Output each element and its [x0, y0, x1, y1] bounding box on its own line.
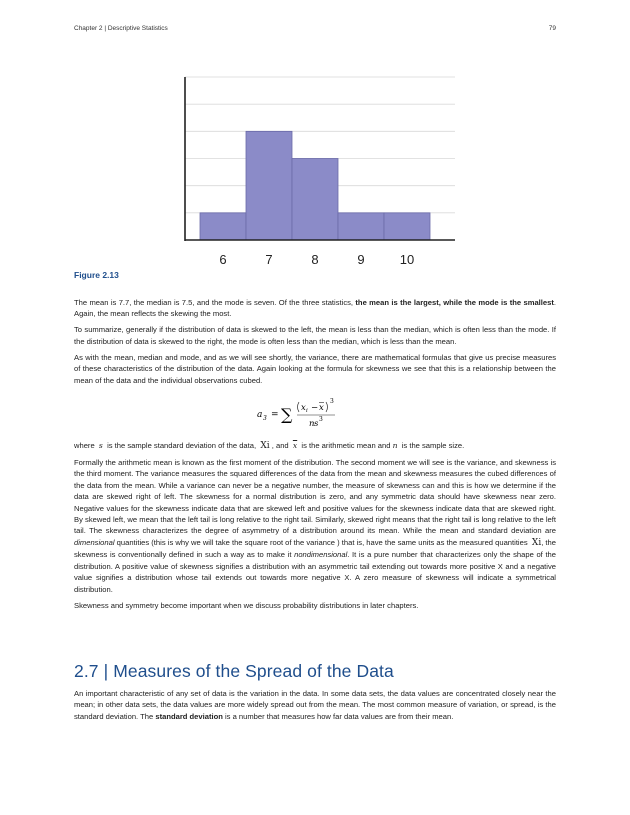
histogram-bar — [384, 213, 430, 240]
where-text-2: is the sample standard deviation of the data, — [107, 441, 257, 451]
section-body — [74, 688, 556, 722]
page-number: 79 — [548, 25, 556, 32]
section-title: 2.7 | Measures of the Spread of the Data — [74, 661, 394, 681]
p1-bold: the mean is the largest, while the mode is the smallest — [355, 298, 554, 307]
where-text-4: is the arithmetic mean and — [301, 441, 391, 451]
paragraph-symmetry: Skewness and symmetry become important when we discuss probability distributions in later chapters. — [74, 600, 419, 610]
histogram-bar — [246, 131, 292, 240]
paragraph-formulas: As with the mean, median and mode, and as we will see shortly, the variance, there are mathematical formulas that give us precise measures of these characteristics of the distribution of the data. Again looking at the formula for skewness we see that this is a relationship between the mean of the data and the individual observations cubed. — [74, 352, 556, 385]
p4-text-a: Formally the arithmetic mean is known as the first moment of the distribution. The second moment we will see is the variance, and skewness is the third moment. The variance measures the squared differences of the data from the mean and skewness measures the cubed differences of the data from the mean. While a variance can never be a negative number, the measure of skewness can and this is how we determine if the data are skewed right of left. The skewness for a normal distribution is zero, and any symmetric data should have skewness near zero. Negative values for the skewness indicate data that are skewed left and positive values for the skewness indicate data that are skewed right. By skewed left, we mean that the left tail is long relative to the right tail. Similarly, skewed right means that the right tail is long relative to the left tail. The skewness characterizes the degree of asymmetry of a distribution around its mean. While the mean and standard deviation are — [74, 458, 556, 536]
formula-power: 3 — [330, 398, 334, 406]
x-tick-label: 8 — [311, 252, 319, 267]
paragraph-moments — [74, 457, 556, 595]
spread-text-b: is a number that measures how far data values are from their mean. — [222, 711, 454, 721]
figure-label: Figure 2.13 — [74, 270, 119, 280]
p4-xi: Xi — [531, 537, 542, 548]
where-text-1: where — [74, 441, 95, 451]
spread-text-a: An important characteristic of any set of data is the variation in the data. In some data sets, the data values are concentrated closely near the mean; in other data sets, the data values are more widely spread out from the mean. The most common measure of variation, or spread, is the standard deviation. The — [74, 689, 556, 721]
histogram-bar — [338, 213, 384, 240]
formula-paren-left — [298, 402, 300, 412]
p4-text-c: , the skewness is conventionally defined in such a way as to make it — [74, 537, 556, 560]
p1-text-a: The mean is 7.7, the median is 7.5, and the mode is seven. Of the three statistics, — [74, 298, 356, 307]
p1-text-b: . Again, the mean reflects the skewing the most. — [74, 298, 556, 319]
formula-lhs-sub: 3 — [263, 415, 267, 423]
formula-den-pow: 3 — [319, 416, 323, 424]
skewness-formula-svg — [255, 394, 375, 434]
skewness-formula — [74, 394, 556, 434]
paragraph-summary: To summarize, generally if the distribution of data is skewed to the left, the mean is less than the median, which is often less than the mode. If the distribution of data is skewed to the right, the mode is often less than the median, which is less than the mean. — [74, 325, 556, 346]
x-tick-label: 6 — [219, 252, 227, 267]
x-tick-label: 7 — [265, 252, 273, 267]
x-tick-label: 10 — [399, 252, 415, 267]
formula-minus: − — [311, 403, 319, 414]
paragraph-where — [74, 440, 556, 452]
formula-lhs: a — [257, 410, 263, 421]
where-xbar: $\overline{x}$ — [292, 441, 298, 451]
histogram-chart — [170, 72, 460, 267]
histogram-bar — [200, 213, 246, 240]
where-text-5: is the sample size. — [401, 441, 465, 451]
formula-den-n: n — [309, 419, 315, 430]
where-s: s — [98, 441, 103, 451]
formula-num-i: i — [306, 408, 308, 415]
where-xi: Xi — [260, 441, 270, 452]
paragraph-mean-median-mode — [74, 297, 556, 320]
spread-bold: standard deviation — [155, 711, 223, 721]
formula-paren-right — [326, 402, 328, 412]
paragraph-spread — [74, 688, 556, 722]
chapter-title: Chapter 2 | Descriptive Statistics — [74, 25, 168, 32]
formula-den-s: s — [314, 419, 319, 430]
x-tick-label: 9 — [357, 252, 365, 267]
p4-text-d: . It is a pure number that characterizes only the shape of the distribution. A positive value of skewness signifies a distribution with an asymmetric tail extending out towards more positive X and a negative value signifies a distribution whose tail extends out towards more negative X. A zero measure of skewness will indicate a symmetrical distribution. — [74, 550, 556, 594]
p4-text-b: quantities (this is why we will take the square root of the variance ) that is, have the same units as the measured quantities — [114, 537, 528, 547]
formula-equals: = — [271, 410, 279, 421]
where-n: n — [392, 441, 398, 451]
formula-num-xbar: x — [319, 403, 324, 414]
p4-nondimensional: nondimensional — [294, 550, 348, 560]
p4-dimensional: dimensional — [74, 537, 115, 547]
body-text — [74, 297, 556, 616]
where-text-3: , and — [271, 441, 289, 451]
formula-sum: ∑ — [281, 405, 293, 425]
histogram-bar — [292, 159, 338, 241]
formula-num-x: x — [301, 403, 306, 414]
